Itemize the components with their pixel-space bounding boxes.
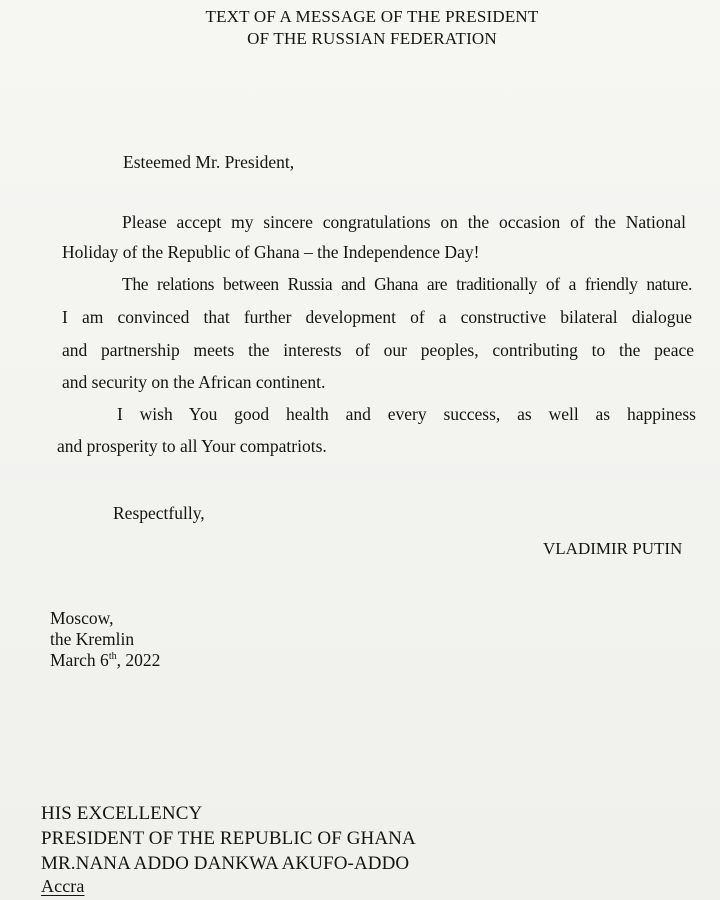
origin-date <box>50 650 160 671</box>
paragraph-2-line-2: I am convinced that further development of a constructive bilateral dialogue <box>62 307 692 327</box>
paragraph-2-line-3: and partnership meets the interests of our peoples, contributing to the peace <box>62 340 694 360</box>
paragraph-1-line-2: Holiday of the Republic of Ghana – the Independence Day! <box>62 242 480 262</box>
paragraph-1-line-1: Please accept my sincere congratulations on the occasion of the National <box>122 212 686 232</box>
paragraph-2-line-1: The relations between Russia and Ghana are traditionally of a friendly nature. <box>122 274 692 294</box>
document-title-line-2: OF THE RUSSIAN FEDERATION <box>247 29 497 48</box>
paragraph-3-line-2: and prosperity to all Your compatriots. <box>57 436 327 456</box>
recipient-line-1: HIS EXCELLENCY <box>41 803 203 824</box>
closing: Respectfully, <box>113 503 205 523</box>
origin-city: Moscow, <box>50 608 114 628</box>
recipient-line-2: PRESIDENT OF THE REPUBLIC OF GHANA <box>41 828 416 849</box>
origin-date-year: , 2022 <box>116 650 161 670</box>
document-title-line-1: TEXT OF A MESSAGE OF THE PRESIDENT <box>205 7 539 26</box>
paragraph-3-line-1: I wish You good health and every success, as well as happiness <box>117 404 696 424</box>
salutation: Esteemed Mr. President, <box>123 152 295 172</box>
origin-date-suffix: th <box>108 651 117 662</box>
signature-name: VLADIMIR PUTIN <box>543 539 683 558</box>
origin-place: the Kremlin <box>50 629 135 649</box>
recipient-city: Accra <box>41 876 85 896</box>
paragraph-2-line-4: and security on the African continent. <box>62 372 326 392</box>
origin-date-month-day: March 6 <box>50 650 109 670</box>
recipient-line-3: MR.NANA ADDO DANKWA AKUFO-ADDO <box>41 853 410 874</box>
